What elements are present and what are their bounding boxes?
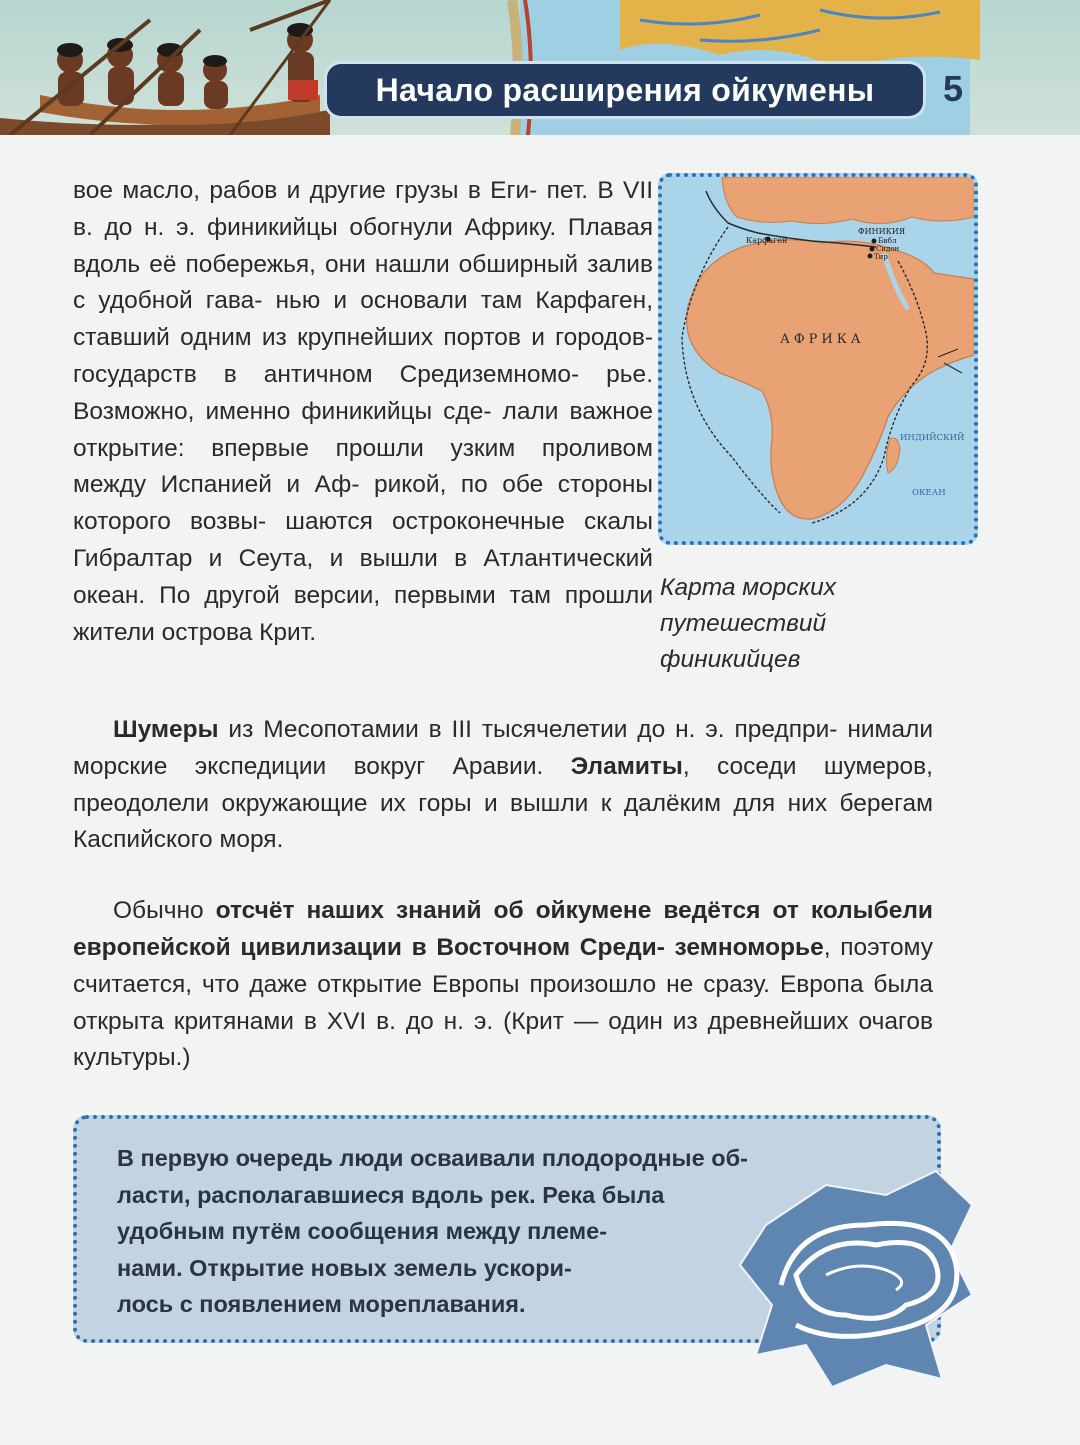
caption-line: Карта морских xyxy=(660,574,836,601)
main-text xyxy=(73,712,933,1077)
chapter-title: Начало расширения ойкумены xyxy=(327,64,923,116)
note-line: лось с появлением мореплавания. xyxy=(117,1291,526,1317)
text-line: По другой версии, первыми там прошли xyxy=(159,581,653,609)
map-label-tyre: Тир xyxy=(874,253,888,261)
text-line: рикой, по обе стороны которого возвы- xyxy=(73,471,654,536)
text-line: лали важное открытие: впервые прошли xyxy=(73,397,653,462)
paragraph-sumerians xyxy=(73,712,933,859)
emphasis: земноморье xyxy=(674,933,824,961)
text-line: государств в античном Средиземномо- xyxy=(73,360,580,388)
paragraph xyxy=(73,173,653,651)
text-line: жители острова Крит. xyxy=(73,618,317,646)
text-run: произошло не сразу. Европа была открыта критянами в XVI в. xyxy=(73,970,933,1035)
note-line: ласти, располагавшиеся вдоль рек. Река была xyxy=(117,1181,665,1208)
map-label-sidon: Сидон xyxy=(876,245,900,253)
map-label-ocean: ОКЕАН xyxy=(912,488,946,498)
text-line: рье. Возможно, именно финикийцы сде- xyxy=(73,360,653,425)
text-run: из Месопотамии в III тысячелетии до н. э. предпри- xyxy=(218,716,838,743)
text-line: и Сеута, и вышли в Атлантический океан. xyxy=(73,544,653,609)
paragraph-europe xyxy=(73,893,933,1077)
emphasis: отсчёт наших знаний об ойкумене ведётся от xyxy=(215,897,799,925)
caption-line: финикийцев xyxy=(660,646,801,673)
phoenician-voyages-map xyxy=(658,173,978,545)
term-sumerians: Шумеры xyxy=(113,716,219,743)
note-text xyxy=(117,1140,777,1323)
text-line: нью и основали там Карфаген, ставший xyxy=(73,287,653,352)
text-run: нимали морские экспедиции вокруг Аравии. xyxy=(73,716,934,780)
map-label-byblos: Библ xyxy=(878,237,897,245)
map-label-indian-ocean: ИНДИЙСКИЙ xyxy=(900,433,965,443)
note-line: удобным путём сообщения между племе- xyxy=(117,1218,608,1244)
text-run: , поэтому считается, что даже открытие Европы xyxy=(73,933,933,998)
note-line: нами. Открытие новых земель ускори- xyxy=(117,1254,572,1281)
map-label-phoenicia: ФИНИКИЯ xyxy=(858,227,906,236)
caption-line: путешествий xyxy=(660,610,827,637)
map-label-carthage: Карфаген xyxy=(746,236,788,245)
text-line: Африку. Плавая вдоль её побережья, они xyxy=(73,213,653,278)
text-line: одним из крупнейших портов и городов- xyxy=(180,324,653,352)
term-elamites: Эламиты xyxy=(570,752,683,780)
map-label-africa: АФРИКА xyxy=(780,332,865,347)
map-caption xyxy=(660,570,920,678)
text-line: нашли обширный залив с удобной гава- xyxy=(73,250,653,315)
emphasis: колыбели европейской цивилизации в Восточном Среди- xyxy=(73,897,933,961)
column-text xyxy=(73,173,653,651)
note-line: В первую очередь люди осваивали плодородные об- xyxy=(117,1145,748,1171)
text-run: шумеров, преодолели окружающие их горы и вышли к далёким xyxy=(73,752,933,817)
text-line: шаются остроконечные скалы Гибралтар xyxy=(73,508,654,572)
text-line: пет. В VII в. до н. э. финикийцы обогнули xyxy=(73,177,654,241)
text-line: узким проливом между Испанией и Аф- xyxy=(73,434,653,499)
text-line: вое масло, рабов и другие грузы в Еги- xyxy=(73,177,538,204)
text-run: Обычно xyxy=(113,897,216,925)
text-run: для них берегам Каспийского моря. xyxy=(73,789,933,854)
page-number: 5 xyxy=(942,68,964,109)
river-map-icon xyxy=(736,1165,976,1393)
map-illustration xyxy=(662,177,974,541)
text-run: до н. э. (Крит — один из древнейших очагов культуры.) xyxy=(73,1007,934,1072)
text-run: , соседи xyxy=(682,752,797,780)
